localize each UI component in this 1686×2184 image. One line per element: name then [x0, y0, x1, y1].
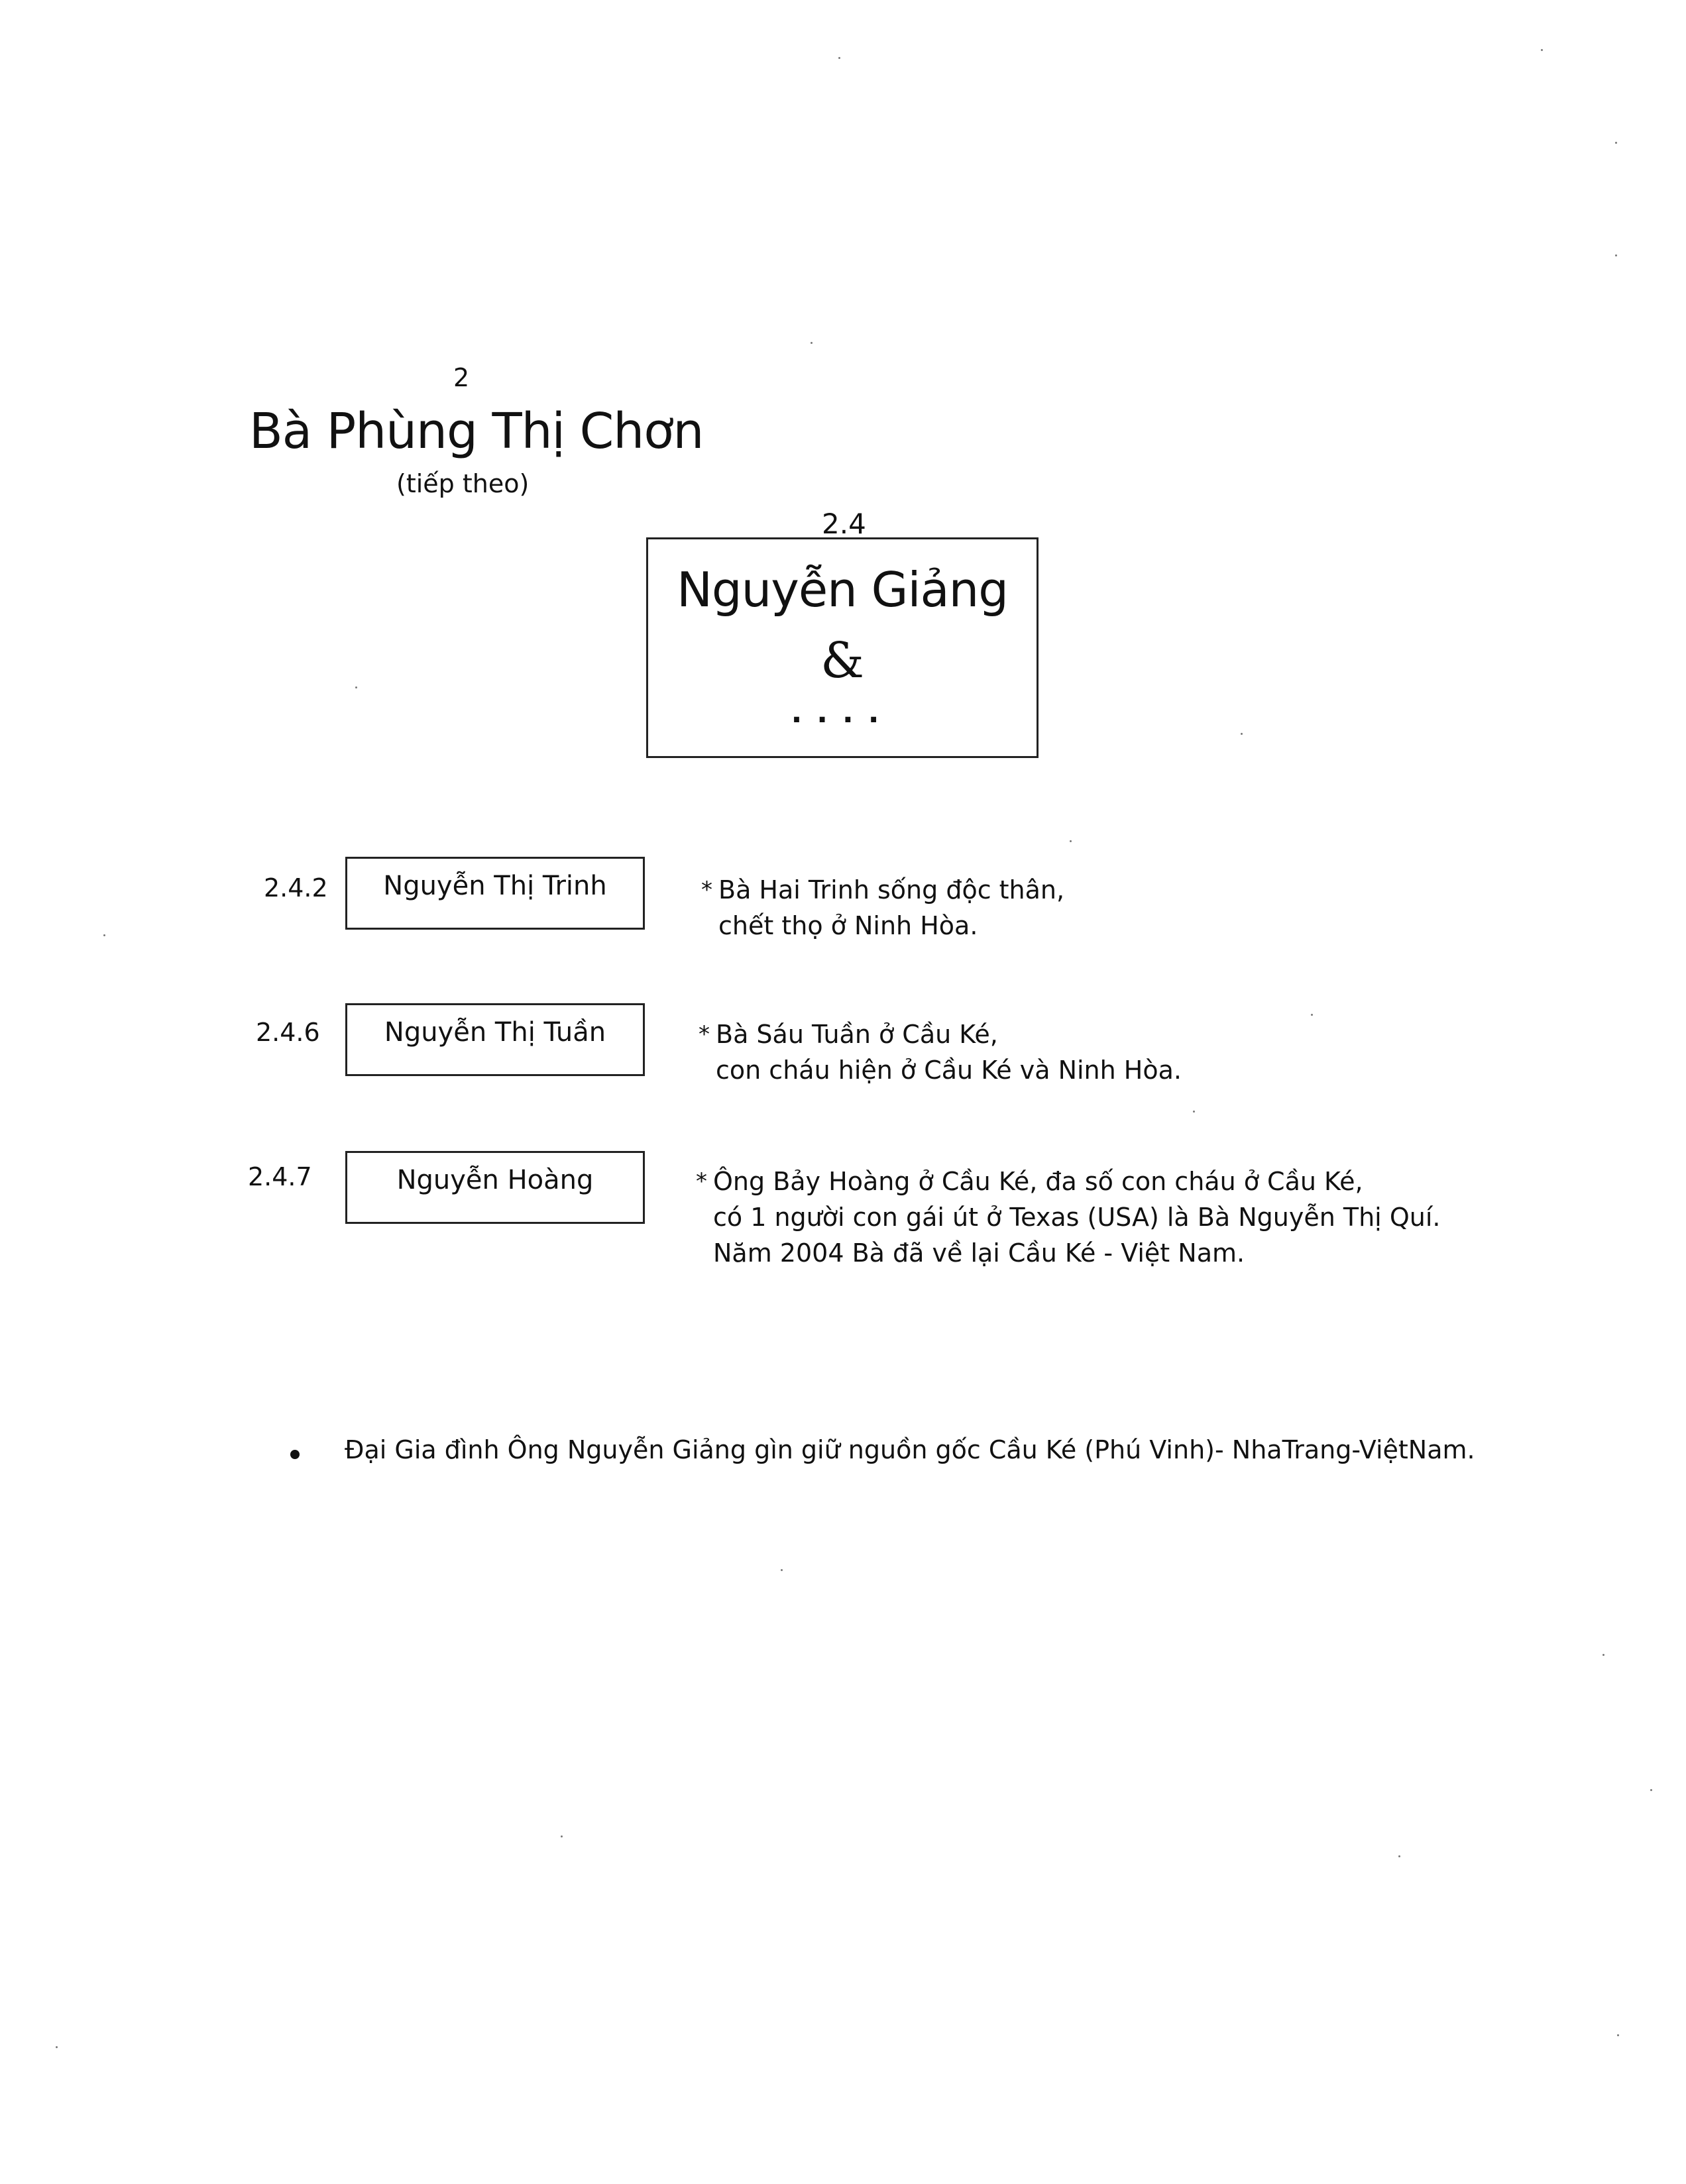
scan-speck	[1311, 1014, 1313, 1016]
note-marker: *	[699, 1021, 710, 1048]
scan-speck	[1602, 1654, 1604, 1656]
page-subtitle: (tiếp theo)	[396, 469, 530, 498]
note-line: * Bà Hai Trinh sống độc thân,	[701, 872, 1064, 908]
scan-speck	[1615, 254, 1617, 256]
footer-note: Đại Gia đình Ông Nguyễn Giảng gìn giữ nguồn gốc Cầu Ké (Phú Vinh)- NhaTrang-ViệtNam.	[345, 1435, 1475, 1464]
entry-note	[696, 1164, 1440, 1271]
note-marker: *	[701, 877, 712, 903]
family-number: 2.4	[822, 508, 866, 540]
family-head-name: Nguyễn Giảng	[677, 562, 1008, 618]
note-line: * Ông Bảy Hoàng ở Cầu Ké, đa số con cháu ở Cầu Ké,	[696, 1164, 1440, 1199]
bullet-icon	[290, 1450, 300, 1459]
entry-note	[701, 872, 1064, 944]
scan-speck	[1650, 1789, 1652, 1791]
entry-name: Nguyễn Thị Tuần	[384, 1017, 606, 1048]
scan-speck	[1398, 1855, 1400, 1857]
scan-speck	[1193, 1111, 1195, 1113]
note-line: con cháu hiện ở Cầu Ké và Ninh Hòa.	[716, 1056, 1182, 1085]
scan-speck	[1241, 733, 1243, 735]
scan-speck	[1615, 142, 1617, 144]
entry-note	[699, 1016, 1182, 1088]
entry-name-box	[345, 1003, 645, 1076]
entry-name: Nguyễn Hoàng	[396, 1165, 594, 1195]
family-head-box	[646, 537, 1039, 758]
entry-name: Nguyễn Thị Trinh	[383, 871, 607, 901]
entry-name-box	[345, 857, 645, 930]
scan-speck	[1541, 49, 1543, 51]
scan-speck	[1070, 840, 1072, 842]
scan-speck	[781, 1569, 783, 1571]
scan-speck	[811, 342, 813, 344]
note-line: Năm 2004 Bà đã về lại Cầu Ké - Việt Nam.	[713, 1238, 1245, 1268]
note-marker: *	[696, 1168, 707, 1195]
entry-number: 2.4.2	[264, 873, 328, 902]
entry-name-box	[345, 1151, 645, 1224]
note-line: có 1 người con gái út ở Texas (USA) là Bà Nguyễn Thị Quí.	[713, 1203, 1441, 1232]
scan-speck	[561, 1835, 563, 1837]
section-number: 2	[453, 363, 470, 392]
family-head-ampersand: &	[820, 632, 864, 689]
scan-speck	[838, 57, 840, 59]
entry-number: 2.4.6	[256, 1018, 320, 1047]
page-title: Bà Phùng Thị Chơn	[249, 403, 704, 460]
scan-speck	[1617, 2034, 1619, 2036]
note-line: * Bà Sáu Tuần ở Cầu Ké,	[699, 1016, 1182, 1052]
note-line: chết thọ ở Ninh Hòa.	[718, 911, 978, 940]
scan-speck	[56, 2046, 58, 2048]
scan-speck	[355, 686, 357, 688]
scan-speck	[103, 934, 105, 936]
entry-number: 2.4.7	[248, 1162, 312, 1191]
spouse-placeholder: ....	[791, 696, 894, 730]
